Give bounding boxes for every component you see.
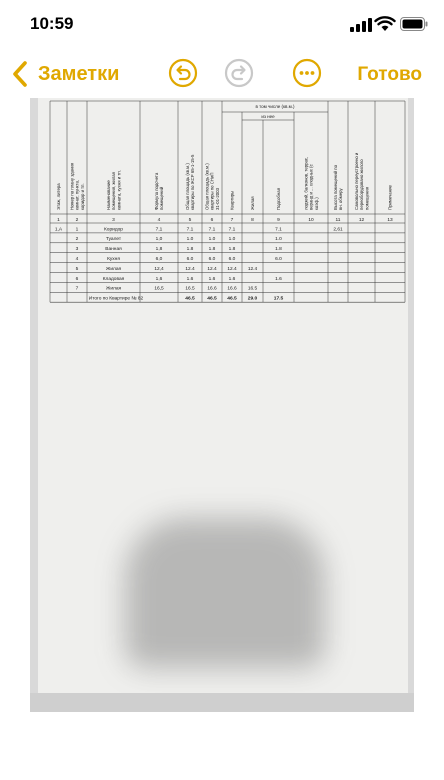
column-number: 4 <box>157 217 161 223</box>
column-header: Общая площадь (кв.м.) <box>185 163 190 210</box>
table-cell: 7.1 <box>186 227 194 233</box>
table-cell: 12.4 <box>185 266 195 272</box>
table-cell: 1.6 <box>275 276 282 282</box>
column-header: Самовольно переустроено и <box>353 152 359 210</box>
column-header: Этаж, литера <box>56 183 62 210</box>
column-header: веранд и ... хлодных (с <box>308 164 314 210</box>
table-cell: 12,4 <box>154 266 164 272</box>
wifi-icon <box>374 16 396 32</box>
table-cell: 16.5 <box>185 286 195 292</box>
table-cell: 5 <box>75 266 79 272</box>
status-time: 10:59 <box>30 14 74 33</box>
column-number: 8 <box>251 217 254 223</box>
table-cell: Жилая <box>105 286 122 292</box>
column-header: квартиры по СНиП <box>209 172 215 210</box>
table-cell: 1,8 <box>155 247 163 253</box>
column-header: помещений <box>159 186 165 210</box>
table-cell: 7 <box>75 286 79 292</box>
table-header-subgroup: из нее <box>261 114 275 119</box>
table-cell: 16.6 <box>227 286 237 292</box>
table-header-group: в том числе (кв.м.) <box>255 104 295 109</box>
table-cell: 1,А <box>54 227 63 233</box>
back-button[interactable] <box>10 58 119 90</box>
total-value: 17.5 <box>273 296 284 302</box>
column-header: квартиры по ЖСР 65-1-15-5 <box>190 154 196 210</box>
column-header: Наименование <box>105 180 111 210</box>
table-cell: 12.4 <box>227 266 237 272</box>
table-cell: 3 <box>75 247 79 253</box>
table-cell: 16.5 <box>247 286 258 292</box>
total-value: 46.5 <box>227 296 237 302</box>
column-header: комнат, пункта, <box>74 179 80 210</box>
table-cell: 1.6 <box>208 276 216 282</box>
column-header: коэф.) <box>313 197 319 210</box>
table-cell: Туалет <box>105 237 122 243</box>
chevron-left-icon <box>10 60 30 88</box>
table-cell: 1,0 <box>155 237 163 243</box>
document-photo <box>30 98 414 712</box>
battery-icon <box>400 17 428 31</box>
table-cell: 1 <box>75 227 79 233</box>
table-cell: 7.1 <box>208 227 216 233</box>
table-cell: 4 <box>75 257 79 262</box>
column-header: Высота помещений по <box>333 165 338 210</box>
column-number: 12 <box>358 217 365 223</box>
undo-icon[interactable] <box>168 58 198 88</box>
table-cell: 1.0 <box>208 237 216 243</box>
table-cell: 7,1 <box>155 227 163 233</box>
table-cell: 1.8 <box>186 247 194 253</box>
redo-icon[interactable] <box>224 58 254 88</box>
table-cell: 16,5 <box>154 286 164 292</box>
table-cell: 12.4 <box>207 266 217 272</box>
table-cell: 1.8 <box>208 247 216 253</box>
column-header: Жилая <box>250 196 256 210</box>
done-button[interactable]: Готово <box>357 64 422 85</box>
column-header: Примечание <box>387 185 393 210</box>
column-number: 11 <box>335 217 341 223</box>
column-number: 5 <box>188 217 192 223</box>
table-cell: 1.8 <box>275 247 282 253</box>
total-label: Итого по Квартире № 82 <box>88 296 144 302</box>
back-label: Заметки <box>38 62 120 85</box>
more-options-icon[interactable] <box>292 58 322 88</box>
column-header: комната, кухня и тп. <box>116 170 122 210</box>
total-value: 46.5 <box>185 296 195 302</box>
cellular-signal-icon <box>350 18 372 32</box>
column-header: 31-01-2003 <box>214 188 220 210</box>
table-cell: 1.0 <box>186 237 194 243</box>
table-cell: 7.1 <box>228 227 236 233</box>
column-header: помещения <box>364 186 370 210</box>
table-cell: 1.0 <box>275 237 282 243</box>
table-cell: 6.0 <box>228 257 236 262</box>
column-header: Номер по плану здания <box>69 162 75 210</box>
table-cell: 7.1 <box>275 227 282 233</box>
column-header: Подсобная <box>276 187 282 210</box>
column-header: Общая площадь (кв.м.) <box>204 163 210 210</box>
table-cell: 1.0 <box>228 237 236 243</box>
column-header: помещения, жилая <box>111 172 117 210</box>
area-table <box>30 98 414 712</box>
column-header: Квартиры <box>229 190 235 210</box>
column-number: 9 <box>277 217 280 223</box>
table-cell: 12.4 <box>247 266 258 272</box>
table-cell: Кладовая <box>102 276 125 282</box>
table-cell: 1.8 <box>228 247 236 253</box>
table-cell: 1.6 <box>228 276 236 282</box>
column-header: лоджий, балконов, террас, <box>303 156 309 210</box>
total-value: 29.0 <box>247 296 258 302</box>
column-header: Формула подсчета <box>154 172 159 210</box>
column-header: коридор и тп. <box>79 183 85 210</box>
table-cell: 6.0 <box>275 257 282 262</box>
table-cell: 16.6 <box>207 286 217 292</box>
total-value: 46.5 <box>207 296 217 302</box>
column-number: 10 <box>308 217 314 223</box>
table-cell: Коридор <box>104 227 123 233</box>
column-number: 6 <box>210 217 214 223</box>
table-cell: Жилая <box>105 266 122 272</box>
column-number: 13 <box>387 217 393 223</box>
column-number: 3 <box>112 217 115 223</box>
table-cell: 1,6 <box>155 276 163 282</box>
table-cell: 1.6 <box>186 276 194 282</box>
table-cell: 6,0 <box>155 257 163 262</box>
table-cell: 2,61 <box>333 227 343 233</box>
column-number: 1 <box>57 217 60 223</box>
column-header: переоборудовано жилого <box>359 159 365 210</box>
table-cell: 2 <box>75 237 79 243</box>
column-number: 7 <box>230 217 234 223</box>
table-cell: 6.0 <box>208 257 216 262</box>
table-cell: 6 <box>75 276 79 282</box>
table-cell: Кухня <box>107 257 120 262</box>
status-bar <box>0 0 444 50</box>
column-number: 2 <box>75 217 79 223</box>
navigation-bar <box>0 50 444 98</box>
table-cell: Ванная <box>105 247 122 253</box>
column-header: вн. обмеру <box>338 188 344 210</box>
table-cell: 6.0 <box>186 257 194 262</box>
